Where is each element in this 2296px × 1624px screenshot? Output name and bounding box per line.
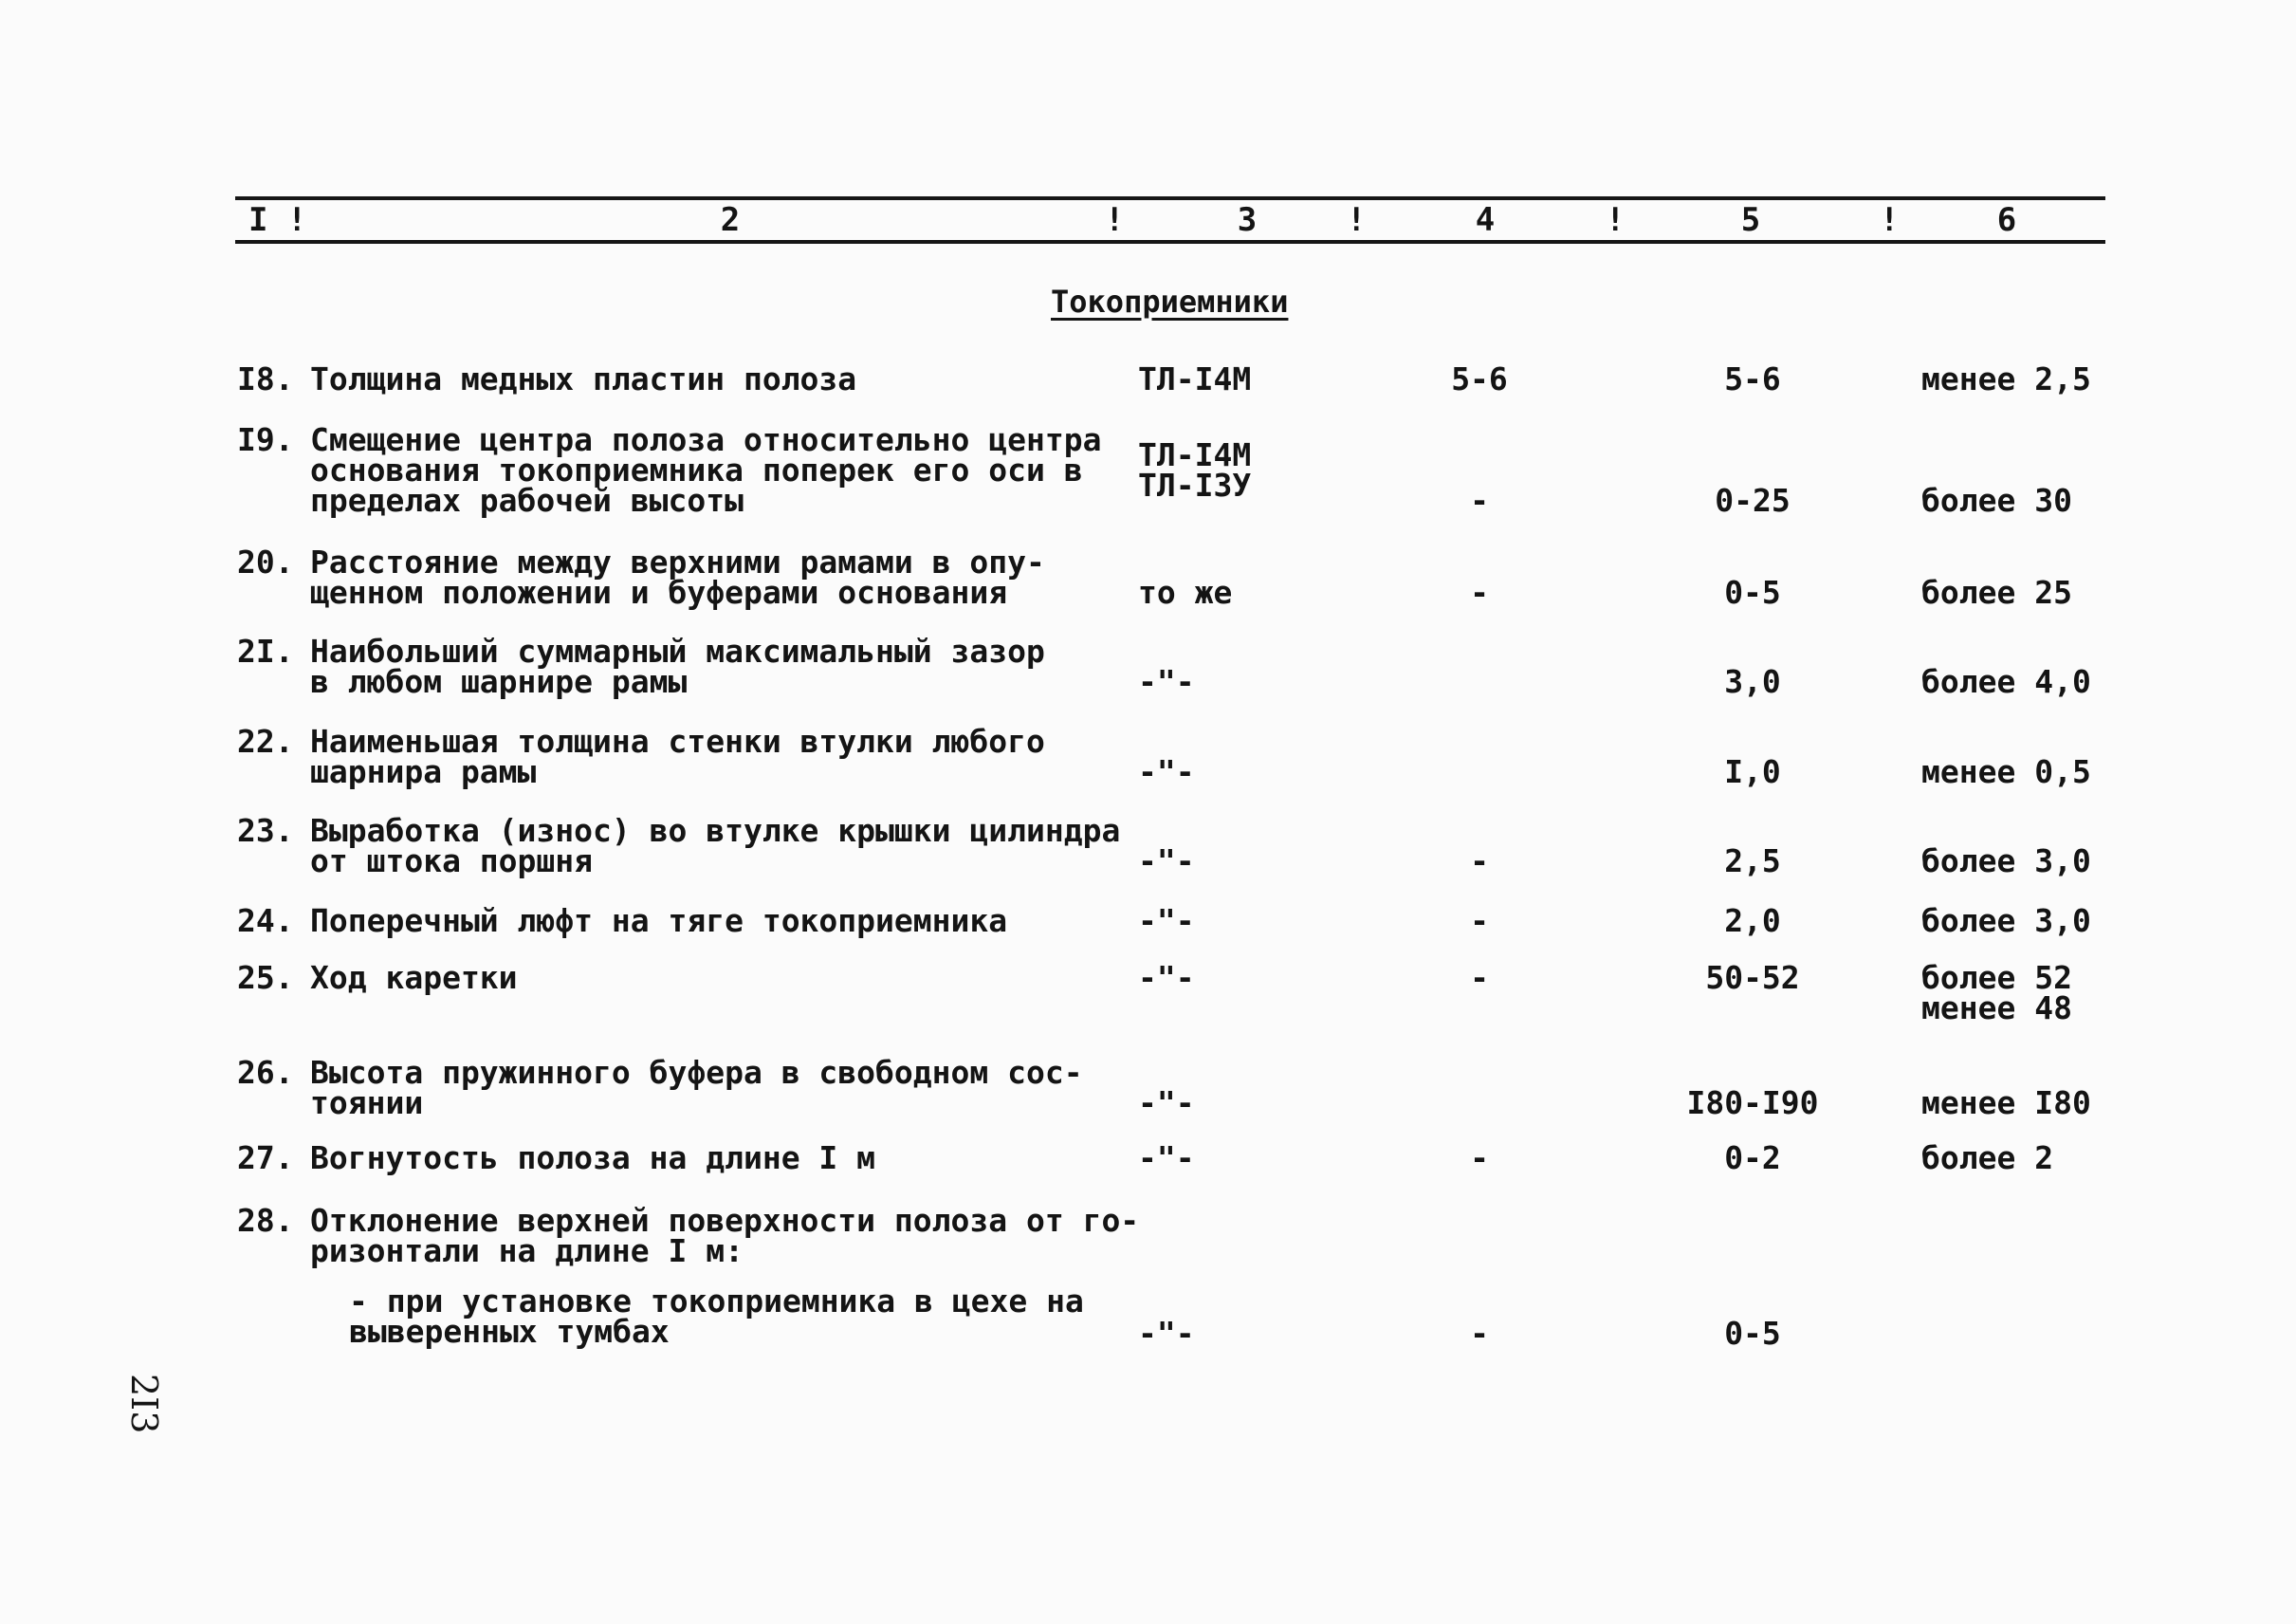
row-col6: менее 2,5 <box>1921 360 2091 397</box>
row-col3: ТЛ-I4М ТЛ-I3У <box>1138 436 1252 504</box>
header-col4: 4 <box>1475 201 1496 239</box>
row-col5: 0-2 <box>1724 1139 1781 1176</box>
row-col5: 0-5 <box>1724 574 1781 611</box>
row-col4: - <box>1470 959 1489 996</box>
row-number: 2I. <box>237 633 294 670</box>
row-description: Отклонение верхней поверхности полоза от го- ризонтали на длине I м: <box>310 1202 1140 1269</box>
row-col6: менее 0,5 <box>1921 753 2091 790</box>
header-col1: I ! <box>248 201 307 239</box>
row-number: 28. <box>237 1202 294 1239</box>
row-col5: 5-6 <box>1724 360 1781 397</box>
header-col3: 3 <box>1237 201 1258 239</box>
row-col3: -"- <box>1138 1139 1195 1176</box>
subitem-col5: 0-5 <box>1724 1315 1781 1352</box>
header-separator: ! <box>1606 201 1626 239</box>
row-description: Ход каретки <box>310 959 518 996</box>
row-description: Выработка (износ) во втулке крышки цилиндра от штока поршня <box>310 812 1121 879</box>
row-number: 27. <box>237 1139 294 1176</box>
page-number: 2I3 <box>123 1374 165 1434</box>
section-title: Токоприемники <box>1051 284 1289 320</box>
header-separator: ! <box>1880 201 1900 239</box>
row-col6: более 25 <box>1921 574 2072 611</box>
row-description: Вогнутость полоза на длине I м <box>310 1139 876 1176</box>
row-col4: 5-6 <box>1451 360 1508 397</box>
row-description: Расстояние между верхними рамами в опу- щенном положении и буферами основания <box>310 544 1045 611</box>
row-number: 22. <box>237 723 294 760</box>
row-col5: I80-I90 <box>1686 1084 1819 1121</box>
row-number: 20. <box>237 544 294 581</box>
row-col4: - <box>1470 902 1489 939</box>
row-col6: более 4,0 <box>1921 663 2091 700</box>
header-col6: 6 <box>1996 201 2017 239</box>
row-description: Толщина медных пластин полоза <box>310 360 857 397</box>
row-col3: -"- <box>1138 959 1195 996</box>
row-col5: 2,5 <box>1724 842 1781 879</box>
row-col3: -"- <box>1138 663 1195 700</box>
subitem-col4: - <box>1470 1315 1489 1352</box>
subitem-col3: -"- <box>1138 1315 1195 1352</box>
row-col5: 3,0 <box>1724 663 1781 700</box>
row-number: 24. <box>237 902 294 939</box>
row-col4: - <box>1470 1139 1489 1176</box>
row-col6: более 3,0 <box>1921 902 2091 939</box>
row-col3: -"- <box>1138 753 1195 790</box>
row-description: Смещение центра полоза относительно центра основания токоприемника поперек его оси в пределах рабочей высоты <box>310 421 1102 519</box>
row-number: I9. <box>237 421 294 458</box>
header-separator: ! <box>1105 201 1125 239</box>
row-col6: более 30 <box>1921 482 2072 519</box>
row-col4: - <box>1470 842 1489 879</box>
row-col3: ТЛ-I4М <box>1138 360 1252 397</box>
row-col3: то же <box>1138 574 1233 611</box>
subitem-description: - при установке токоприемника в цехе на выверенных тумбах <box>349 1283 1084 1350</box>
row-col5: 0-25 <box>1715 482 1791 519</box>
header-col2: 2 <box>720 201 741 239</box>
row-number: 26. <box>237 1054 294 1091</box>
row-description: Поперечный люфт на тяге токоприемника <box>310 902 1008 939</box>
row-col3: -"- <box>1138 842 1195 879</box>
row-number: 23. <box>237 812 294 849</box>
row-col5: 50-52 <box>1705 959 1800 996</box>
row-number: 25. <box>237 959 294 996</box>
row-col6: более 3,0 <box>1921 842 2091 879</box>
row-col4: - <box>1470 482 1489 519</box>
row-col6: менее I80 <box>1921 1084 2091 1121</box>
row-description: Наименьшая толщина стенки втулки любого шарнира рамы <box>310 723 1045 790</box>
row-col4: - <box>1470 574 1489 611</box>
row-col5: 2,0 <box>1724 902 1781 939</box>
row-col6: более 52 менее 48 <box>1921 959 2072 1026</box>
row-col6: более 2 <box>1921 1139 2054 1176</box>
row-col5: I,0 <box>1724 753 1781 790</box>
row-description: Высота пружинного буфера в свободном сос- тоянии <box>310 1054 1083 1121</box>
row-col3: -"- <box>1138 1084 1195 1121</box>
row-col3: -"- <box>1138 902 1195 939</box>
header-col5: 5 <box>1740 201 1761 239</box>
row-number: I8. <box>237 360 294 397</box>
row-description: Наибольший суммарный максимальный зазор в любом шарнире рамы <box>310 633 1045 700</box>
header-separator: ! <box>1347 201 1367 239</box>
